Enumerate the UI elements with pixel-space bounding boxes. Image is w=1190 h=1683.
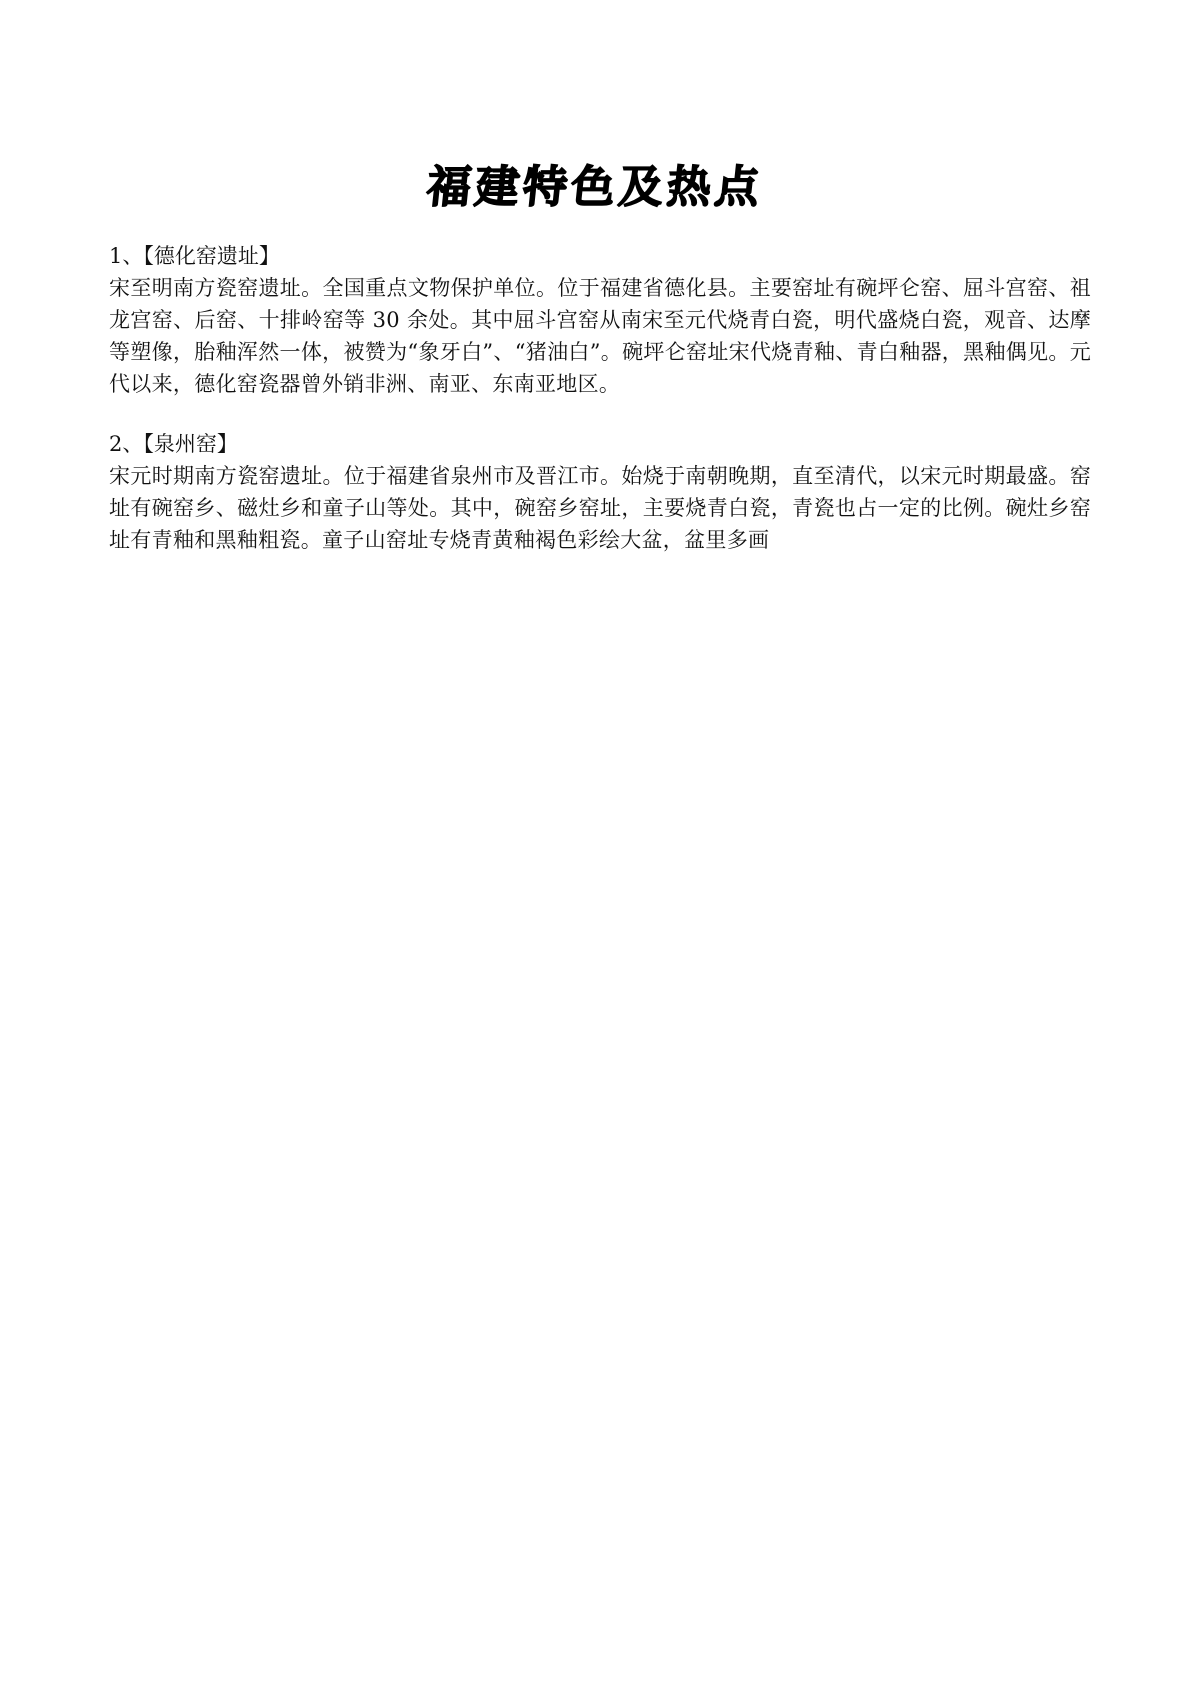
section-dehua-kiln [109, 240, 1091, 400]
section-body: 宋至明南方瓷窑遗址。全国重点文物保护单位。位于福建省德化县。主要窑址有碗坪仑窑、屈斗宫窑、祖龙宫窑、后窑、十排岭窑等 30 余处。其中屈斗宫窑从南宋至元代烧青白瓷，明代盛烧白瓷，观音、达摩等塑像，胎釉浑然一体，被赞为“象牙白”、“猪油白”。碗坪仑窑址宋代烧青釉、青白釉器，黑釉偶见。元代以来，德化窑瓷器曾外销非洲、南亚、东南亚地区。 [109, 276, 1091, 396]
section-heading: 1、【德化窑遗址】 [109, 244, 280, 268]
section-heading: 2、【泉州窑】 [109, 432, 238, 456]
document-title: 福建特色及热点 [424, 162, 766, 213]
section-body: 宋元时期南方瓷窑遗址。位于福建省泉州市及晋江市。始烧于南朝晚期，直至清代，以宋元时期最盛。窑址有碗窑乡、磁灶乡和童子山等处。其中，碗窑乡窑址，主要烧青白瓷，青瓷也占一定的比例。碗灶乡窑址有青釉和黑釉粗瓷。童子山窑址专烧青黄釉褐色彩绘大盆，盆里多画 [109, 464, 1091, 552]
section-quanzhou-kiln [109, 428, 1091, 556]
